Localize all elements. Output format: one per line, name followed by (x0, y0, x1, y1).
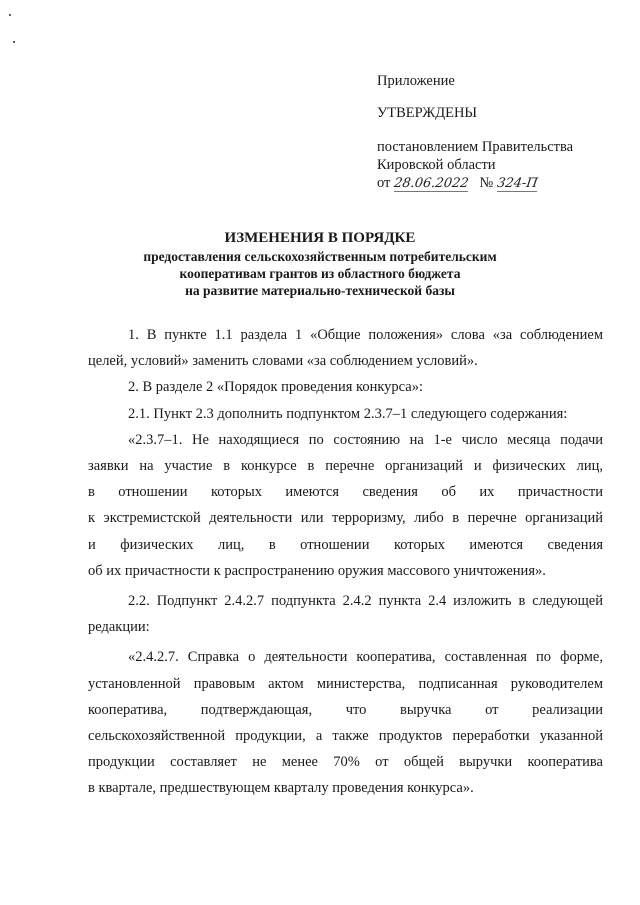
quote-1-line-1: «2.3.7–1. Не находящиеся по состоянию на 1-е число месяца подачи (128, 431, 603, 448)
date-prefix: от (377, 175, 391, 191)
date-value: 28.06.2022 (393, 176, 470, 191)
quote-1-line-3: в отношении которых имеются сведения об их причастности (88, 484, 603, 501)
document-title (0, 229, 640, 299)
quote-2-line-6: в квартале, предшествующем кварталу проведения конкурса». (88, 780, 474, 797)
resolution-line-2: Кировской области (377, 157, 496, 173)
item-1-line-2: целей, условий» заменить словами «за соблюдением условий». (88, 353, 478, 370)
item-2-1: 2.1. Пункт 2.3 дополнить подпунктом 2.3.7–1 следующего содержания: (128, 405, 568, 422)
item-2: 2. В разделе 2 «Порядок проведения конкурса»: (128, 379, 423, 396)
quote-2-line-1: «2.4.2.7. Справка о деятельности кооператива, составленная по форме, (128, 649, 603, 666)
quote-1-line-4: к экстремистской деятельности или терроризму, либо в перечне организаций (88, 510, 603, 527)
appendix-label: Приложение (377, 73, 455, 89)
title-sub-2: кооперативам грантов из областного бюджета (179, 266, 461, 281)
item-1-line-1: 1. В пункте 1.1 раздела 1 «Общие положения» слова «за соблюдением (128, 327, 603, 343)
number-value: 324-П (495, 176, 539, 191)
quote-2-line-3: кооператива, подтверждающая, что выручка от реализации (88, 701, 603, 718)
approved-label: УТВЕРЖДЕНЫ (377, 105, 478, 121)
resolution-date-number (377, 174, 627, 192)
title-sub-3: на развитие материально-технической базы (185, 283, 455, 298)
resolution-line-1: постановлением Правительства (377, 139, 574, 155)
item-2-2-line-1: 2.2. Подпункт 2.4.2.7 подпункта 2.4.2 пункта 2.4 изложить в следующей (128, 593, 603, 610)
quote-2-line-4: сельскохозяйственной продукции, а также продуктов переработки указанной (88, 728, 603, 745)
number-prefix: № (479, 175, 494, 191)
quote-2-line-2: установленной правовым актом министерства, подписанная руководителем (88, 675, 603, 692)
approval-block (377, 72, 627, 192)
title-main: ИЗМЕНЕНИЯ В ПОРЯДКЕ (224, 230, 416, 246)
quote-2-line-5: продукции составляет не менее 70% от общей выручки кооператива (88, 754, 603, 771)
scan-speck (13, 41, 15, 43)
document-body (88, 322, 603, 802)
quote-1-line-6: об их причастности к распространению оружия массового уничтожения». (88, 562, 546, 579)
scan-speck (9, 14, 11, 16)
title-sub-1: предоставления сельскохозяйственным потребительским (143, 249, 497, 264)
quote-1-line-2: заявки на участие в конкурсе в перечне организаций и физических лиц, (88, 458, 603, 475)
quote-1-line-5: и физических лиц, в отношении которых имеются сведения (88, 536, 603, 553)
item-2-2-line-2: редакции: (88, 619, 150, 636)
